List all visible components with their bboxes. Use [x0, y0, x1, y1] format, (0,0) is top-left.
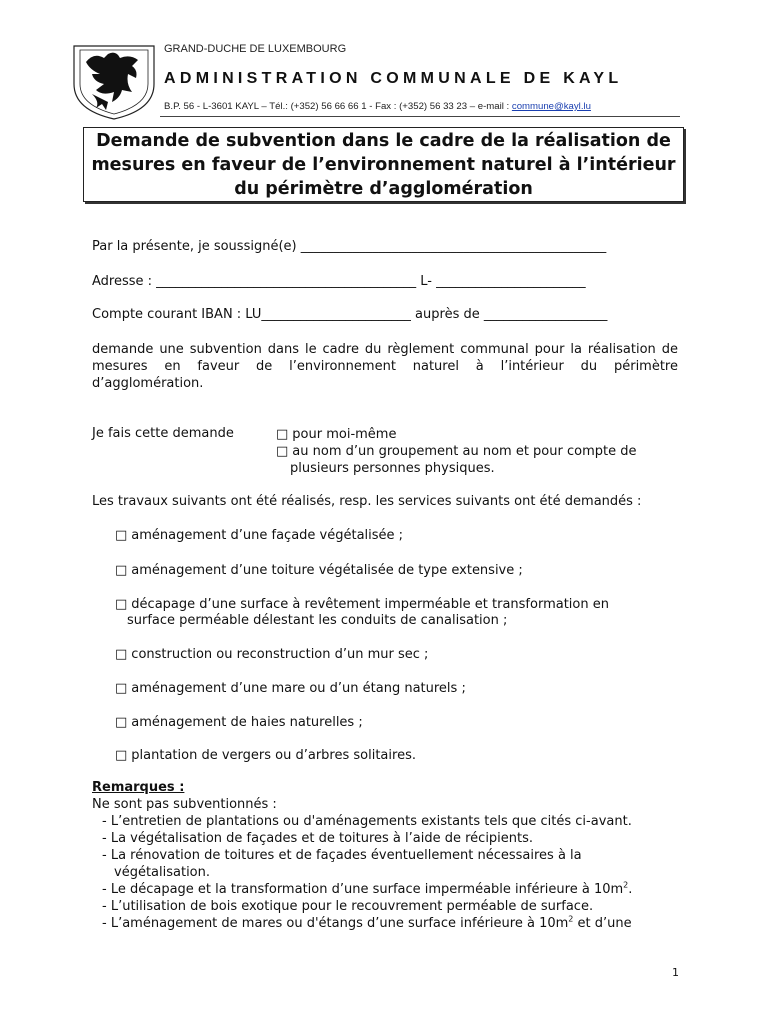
remark-item: - L’entretien de plantations ou d'aménagements existants tels que cités ci-avant. [102, 814, 632, 829]
remark-text: - L’aménagement de mares ou d'étangs d’une surface inférieure à 10m [102, 916, 569, 931]
applicant-choices [276, 426, 636, 477]
title-line-1: Demande de subvention dans le cadre de la réalisation de [96, 130, 671, 151]
kayl-coat-of-arms-icon [72, 44, 156, 120]
administration-name: ADMINISTRATION COMMUNALE DE KAYL [164, 70, 623, 87]
travaux-intro: Les travaux suivants ont été réalisés, resp. les services suivants ont été demandés : [92, 494, 642, 509]
choice-self-label: pour moi-même [292, 427, 397, 442]
work-item-label: aménagement d’une mare ou d’un étang naturels ; [131, 681, 466, 696]
document-title [85, 129, 681, 201]
work-item-facade[interactable] [115, 527, 403, 544]
choice-self-checkbox[interactable] [276, 426, 636, 443]
remark-end: . [628, 882, 633, 897]
contact-line [164, 101, 591, 112]
remark-item [102, 881, 632, 898]
work-item-label: construction ou reconstruction d’un mur sec ; [131, 647, 429, 662]
remark-item-cont: végétalisation. [114, 865, 211, 880]
work-item-label: plantation de vergers ou d’arbres solitaires. [131, 748, 416, 763]
choice-group-label: au nom d’un groupement au nom et pour compte de [292, 444, 637, 459]
header-rule [160, 116, 680, 117]
document-title-box [83, 127, 684, 202]
remark-item: - La végétalisation de façades et de toitures à l’aide de récipients. [102, 831, 534, 846]
remark-item [102, 915, 632, 932]
work-item-mur-sec[interactable] [115, 646, 428, 663]
work-item-haies[interactable] [115, 714, 363, 731]
soussigne-field[interactable]: Par la présente, je soussigné(e) _______________________________________________ [92, 239, 607, 254]
remarks-list [92, 813, 632, 932]
work-item-label: aménagement d’une façade végétalisée ; [131, 528, 404, 543]
remarks-heading: Remarques : [92, 780, 185, 795]
demande-paragraph: demande une subvention dans le cadre du règlement communal pour la réalisation de mesures en faveur de l’environnement naturel à l’intérieur du périmètre d’agglomération. [92, 342, 678, 391]
work-item-label: aménagement de haies naturelles ; [131, 715, 363, 730]
remark-item: - La rénovation de toitures et de façades éventuellement nécessaires à la [102, 848, 582, 863]
work-item-mare[interactable] [115, 680, 466, 697]
je-fais-label: Je fais cette demande [92, 426, 234, 441]
title-line-3: du périmètre d’agglomération [234, 178, 533, 199]
remark-text: - Le décapage et la transformation d’une surface imperméable inférieure à 10m [102, 882, 624, 897]
work-item-toiture[interactable] [115, 562, 523, 579]
country-name: GRAND-DUCHE DE LUXEMBOURG [164, 43, 347, 55]
remarks-intro: Ne sont pas subventionnés : [92, 797, 277, 812]
iban-field[interactable]: Compte courant IBAN : LU_______________________ auprès de ___________________ [92, 307, 608, 322]
email-link[interactable]: commune@kayl.lu [511, 101, 591, 112]
remark-sup: 2 [623, 880, 629, 890]
work-item-decapage[interactable] [115, 596, 609, 613]
adresse-field[interactable]: Adresse : ________________________________________ L- _______________________ [92, 274, 586, 289]
title-line-2: mesures en faveur de l’environnement naturel à l’intérieur [91, 154, 676, 175]
remark-sup: 2 [568, 914, 574, 924]
contact-details: B.P. 56 - L-3601 KAYL – Tél.: (+352) 56 66 66 1 - Fax : (+352) 56 33 23 – e-mail : [164, 101, 512, 112]
remark-item: - L’utilisation de bois exotique pour le recouvrement perméable de surface. [102, 899, 594, 914]
page-number: 1 [672, 966, 679, 979]
work-item-label: décapage d’une surface à revêtement imperméable et transformation en [131, 597, 609, 612]
remarks-section [92, 779, 632, 932]
work-item-vergers[interactable] [115, 747, 416, 764]
choice-group-checkbox[interactable] [276, 443, 636, 460]
remark-end: et d’une [573, 916, 632, 931]
work-item-decapage-cont: surface perméable délestant les conduits de canalisation ; [127, 613, 508, 628]
choice-group-label-cont: plusieurs personnes physiques. [290, 461, 495, 476]
work-item-label: aménagement d’une toiture végétalisée de type extensive ; [131, 563, 523, 578]
